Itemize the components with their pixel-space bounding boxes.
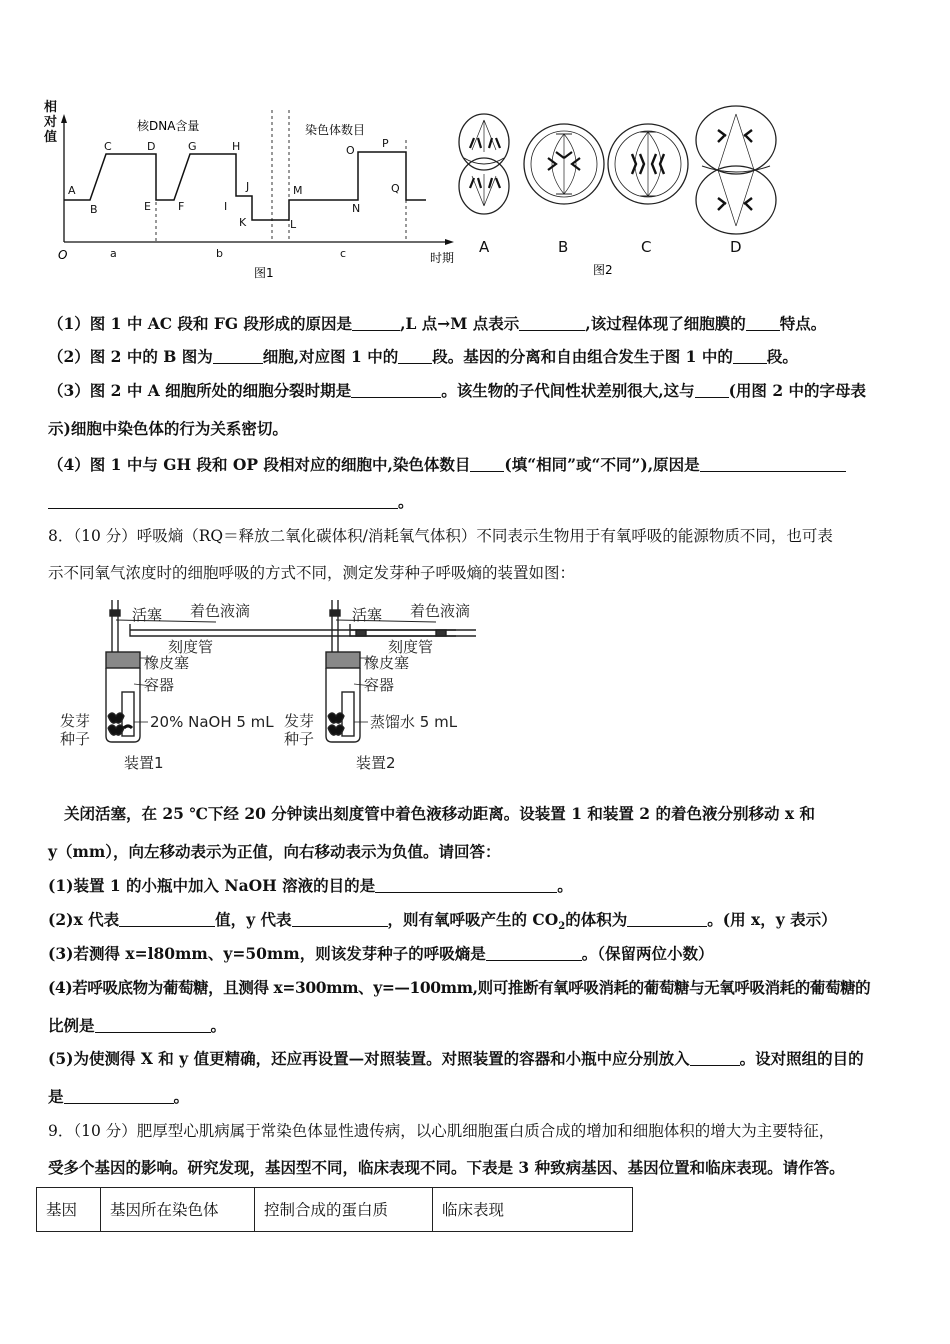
q8-s2-blank-3[interactable] (627, 912, 707, 927)
point-D: D (147, 140, 156, 153)
q8-para-line-1 (64, 802, 815, 824)
q7-4-blank-1[interactable] (470, 457, 504, 472)
y-axis-label-1: 相 (44, 100, 58, 115)
q8-s5-blank-1[interactable] (690, 1051, 740, 1066)
q9-intro-2: 受多个基因的影响。研究发现，基因型不同，临床表现不同。下表是 3 种致病基因、基因位置和临床表现。请作答。 (48, 1158, 845, 1177)
y-axis-label-3: 值 (44, 130, 58, 145)
header-chromosome-count: 染色体数目 (305, 123, 366, 137)
q8-s5-text-b: 。设对照组的目的 (739, 1049, 864, 1068)
label-container-1: 容器 (144, 676, 175, 694)
point-K: K (239, 216, 247, 229)
point-G: G (188, 140, 197, 153)
label-seeds-2b: 种子 (284, 730, 315, 748)
q7-3-blank-2[interactable] (695, 383, 729, 398)
segment-a: a (110, 247, 117, 260)
figure-2-cells (452, 100, 792, 282)
q7-1-text-d: 特点。 (779, 314, 827, 333)
header-chromosome: 基因所在染色体 (101, 1188, 255, 1232)
q8-intro-line-1 (48, 524, 833, 546)
q8-para-1: 关闭活塞，在 25 ℃下经 20 分钟读出刻度管中着色液移动距离。设装置 1 和装置 2 的着色液分别移动 x 和 (64, 804, 815, 823)
q8-sub-3 (48, 942, 713, 964)
label-stopcock-2: 活塞 (352, 606, 383, 624)
cell-B-icon (524, 124, 604, 204)
q8-s4-blank[interactable] (95, 1018, 211, 1033)
label-solution-1: 20% NaOH 5 mL (150, 713, 274, 731)
header-clinical: 临床表现 (433, 1188, 633, 1232)
q7-4-text-b: (填“相同”或“不同”),原因是 (504, 455, 700, 474)
q8-s3-text-a: (3)若测得 x=l80mm、y=50mm，则该发芽种子的呼吸熵是 (48, 944, 486, 963)
cell-A-icon (459, 114, 509, 214)
q8-sub-5 (48, 1047, 864, 1069)
q8-s4-text-b: 比例是 (48, 1016, 95, 1035)
q7-1-blank-1[interactable] (352, 316, 400, 331)
q8-s3-text-b: 。（保留两位小数） (581, 944, 714, 963)
q8-s5-text-a: (5)为使测得 X 和 y 值更精确，还应再设置—对照装置。对照装置的容器和小瓶中应分别放入 (48, 1049, 690, 1068)
segment-b: b (216, 247, 223, 260)
cell-D-icon (696, 106, 776, 234)
label-tube-2: 刻度管 (388, 638, 434, 656)
q7-2-blank-2[interactable] (398, 349, 432, 364)
q8-sub-4 (48, 976, 870, 998)
q7-4-blank-2[interactable] (700, 457, 846, 472)
q8-sub-4b (48, 1014, 226, 1036)
q7-3-text-d: 示)细胞中染色体的行为关系密切。 (48, 419, 288, 438)
q7-1-text-b: ,L 点→M 点表示 (400, 314, 520, 333)
point-F: F (178, 200, 185, 213)
q7-line-1 (48, 312, 826, 334)
q7-4-blank-3[interactable] (48, 494, 398, 509)
point-L: L (290, 218, 297, 231)
q8-sub-2 (48, 908, 837, 932)
q9-intro-1: 9．（10 分）肥厚型心肌病属于常染色体显性遗传病，以心肌细胞蛋白质合成的增加和细胞体积的增大为主要特征， (48, 1122, 835, 1140)
point-N: N (352, 202, 361, 215)
q8-s5-text-c: 是 (48, 1087, 64, 1106)
q8-s4-text-a: (4)若呼吸底物为葡萄糖，且测得 x=300mm、y=—100mm,则可推断有氧呼吸消耗的葡萄糖与无氧呼吸消耗的葡萄糖的 (48, 978, 871, 997)
label-seeds-1a: 发芽 (60, 712, 91, 730)
q7-2-text-b: 细胞,对应图 1 中的 (262, 347, 399, 366)
table-header-row (37, 1188, 633, 1232)
q7-2-text-c: 段。基因的分离和自由组合发生于图 1 中的 (432, 347, 733, 366)
label-stopper-2: 橡皮塞 (364, 654, 410, 672)
q8-s2-blank-2[interactable] (292, 912, 388, 927)
q7-4-text-a: （4）图 1 中与 GH 段和 OP 段相对应的细胞中,染色体数目 (48, 455, 471, 474)
q7-line-4 (48, 453, 846, 475)
q8-s2-blank-1[interactable] (119, 912, 215, 927)
q7-3-text-b: 。该生物的子代间性状差别很大,这与 (441, 381, 695, 400)
caption-apparatus-2: 装置2 (356, 754, 396, 772)
q7-2-blank-1[interactable] (213, 349, 263, 364)
q7-1-blank-2[interactable] (519, 316, 585, 331)
point-Q: Q (391, 182, 400, 195)
q8-s2-text-b: 值，y 代表 (215, 910, 292, 929)
point-A: A (68, 184, 76, 197)
q9-intro-line-2 (48, 1156, 845, 1178)
cell-label-A: A (479, 238, 490, 256)
q7-3-blank-1[interactable] (351, 383, 441, 398)
caption-apparatus-1: 装置1 (124, 754, 164, 772)
figure-1-chart (40, 92, 468, 282)
q7-2-blank-3[interactable] (733, 349, 767, 364)
q7-1-text-a: （1）图 1 中 AC 段和 FG 段形成的原因是 (48, 314, 353, 333)
gene-table (36, 1187, 633, 1232)
q8-s1-text-b: 。 (557, 876, 573, 895)
respiration-apparatus-figure (56, 596, 486, 776)
segment-c: c (340, 247, 347, 260)
point-M: M (293, 184, 303, 197)
point-I: I (224, 200, 228, 213)
q8-s1-blank[interactable] (375, 878, 557, 893)
q7-3-text-a: （3）图 2 中 A 细胞所处的细胞分裂时期是 (48, 381, 352, 400)
q8-s2-text-d: 的体积为 (565, 910, 628, 929)
x-axis-label: 时期 (430, 251, 455, 265)
figure-1-caption: 图1 (254, 266, 274, 280)
q7-line-4b (48, 490, 414, 512)
point-P: P (382, 137, 389, 150)
point-J: J (246, 180, 250, 193)
q7-line-2 (48, 345, 798, 367)
label-droplet-1: 着色液滴 (190, 602, 251, 620)
label-tube-1: 刻度管 (168, 638, 214, 656)
q8-intro-2: 示不同氧气浓度时的细胞呼吸的方式不同，测定发芽种子呼吸熵的装置如图： (48, 564, 576, 582)
q7-3-text-c: (用图 2 中的字母表 (728, 381, 867, 400)
header-gene: 基因 (37, 1188, 101, 1232)
point-E: E (144, 200, 151, 213)
q7-1-text-c: ,该过程体现了细胞膜的 (585, 314, 746, 333)
label-seeds-1b: 种子 (60, 730, 91, 748)
label-stopcock-1: 活塞 (132, 606, 163, 624)
q9-intro-line-1 (48, 1119, 834, 1141)
q7-4-text-c: 。 (398, 492, 414, 511)
q7-1-blank-3[interactable] (746, 316, 780, 331)
q8-sub-5b (48, 1085, 189, 1107)
label-stopper-1: 橡皮塞 (144, 654, 190, 672)
q8-s2-text-c: ，则有氧呼吸产生的 CO (387, 910, 559, 929)
cell-C-icon (608, 124, 688, 204)
header-protein: 控制合成的蛋白质 (255, 1188, 433, 1232)
q7-line-3b (48, 417, 288, 439)
point-H: H (232, 140, 241, 153)
cell-label-C: C (641, 238, 652, 256)
q8-s2-text-e: 。(用 x，y 表示） (707, 910, 837, 929)
point-B: B (90, 203, 98, 216)
label-solution-2: 蒸馏水 5 mL (370, 713, 458, 731)
q8-sub-1 (48, 874, 573, 896)
q7-line-3 (48, 379, 866, 401)
q8-intro-line-2 (48, 561, 575, 583)
q7-2-text-d: 段。 (766, 347, 798, 366)
q8-para-line-2 (48, 840, 501, 862)
cell-label-B: B (558, 238, 569, 256)
q8-s4-text-c: 。 (210, 1016, 227, 1035)
cell-label-D: D (730, 238, 742, 256)
point-O: O (346, 144, 355, 157)
q8-para-2: y（mm），向左移动表示为正值，向右移动表示为负值。请回答： (48, 842, 501, 861)
point-C: C (104, 140, 112, 153)
header-dna-content: 核DNA含量 (137, 119, 200, 133)
origin-label: O (58, 248, 68, 262)
q8-s5-blank-2[interactable] (64, 1089, 174, 1104)
q8-intro-1: 8．（10 分）呼吸熵（RQ＝释放二氧化碳体积/消耗氧气体积）不同表示生物用于有氧呼吸的能源物质不同，也可表 (48, 527, 833, 545)
q8-s2-subscript: 2 (558, 921, 566, 933)
q8-s1-text-a: (1)装置 1 的小瓶中加入 NaOH 溶液的目的是 (48, 876, 376, 895)
q8-s3-blank[interactable] (486, 946, 582, 961)
q8-s5-text-d: 。 (173, 1087, 190, 1106)
label-seeds-2a: 发芽 (284, 712, 315, 730)
q8-s2-text-a: (2)x 代表 (48, 910, 120, 929)
y-axis-label-2: 对 (44, 115, 58, 130)
figure-2-caption: 图2 (593, 263, 613, 277)
label-container-2: 容器 (364, 676, 395, 694)
label-droplet-2: 着色液滴 (410, 602, 471, 620)
q7-2-text-a: （2）图 2 中的 B 图为 (48, 347, 213, 366)
